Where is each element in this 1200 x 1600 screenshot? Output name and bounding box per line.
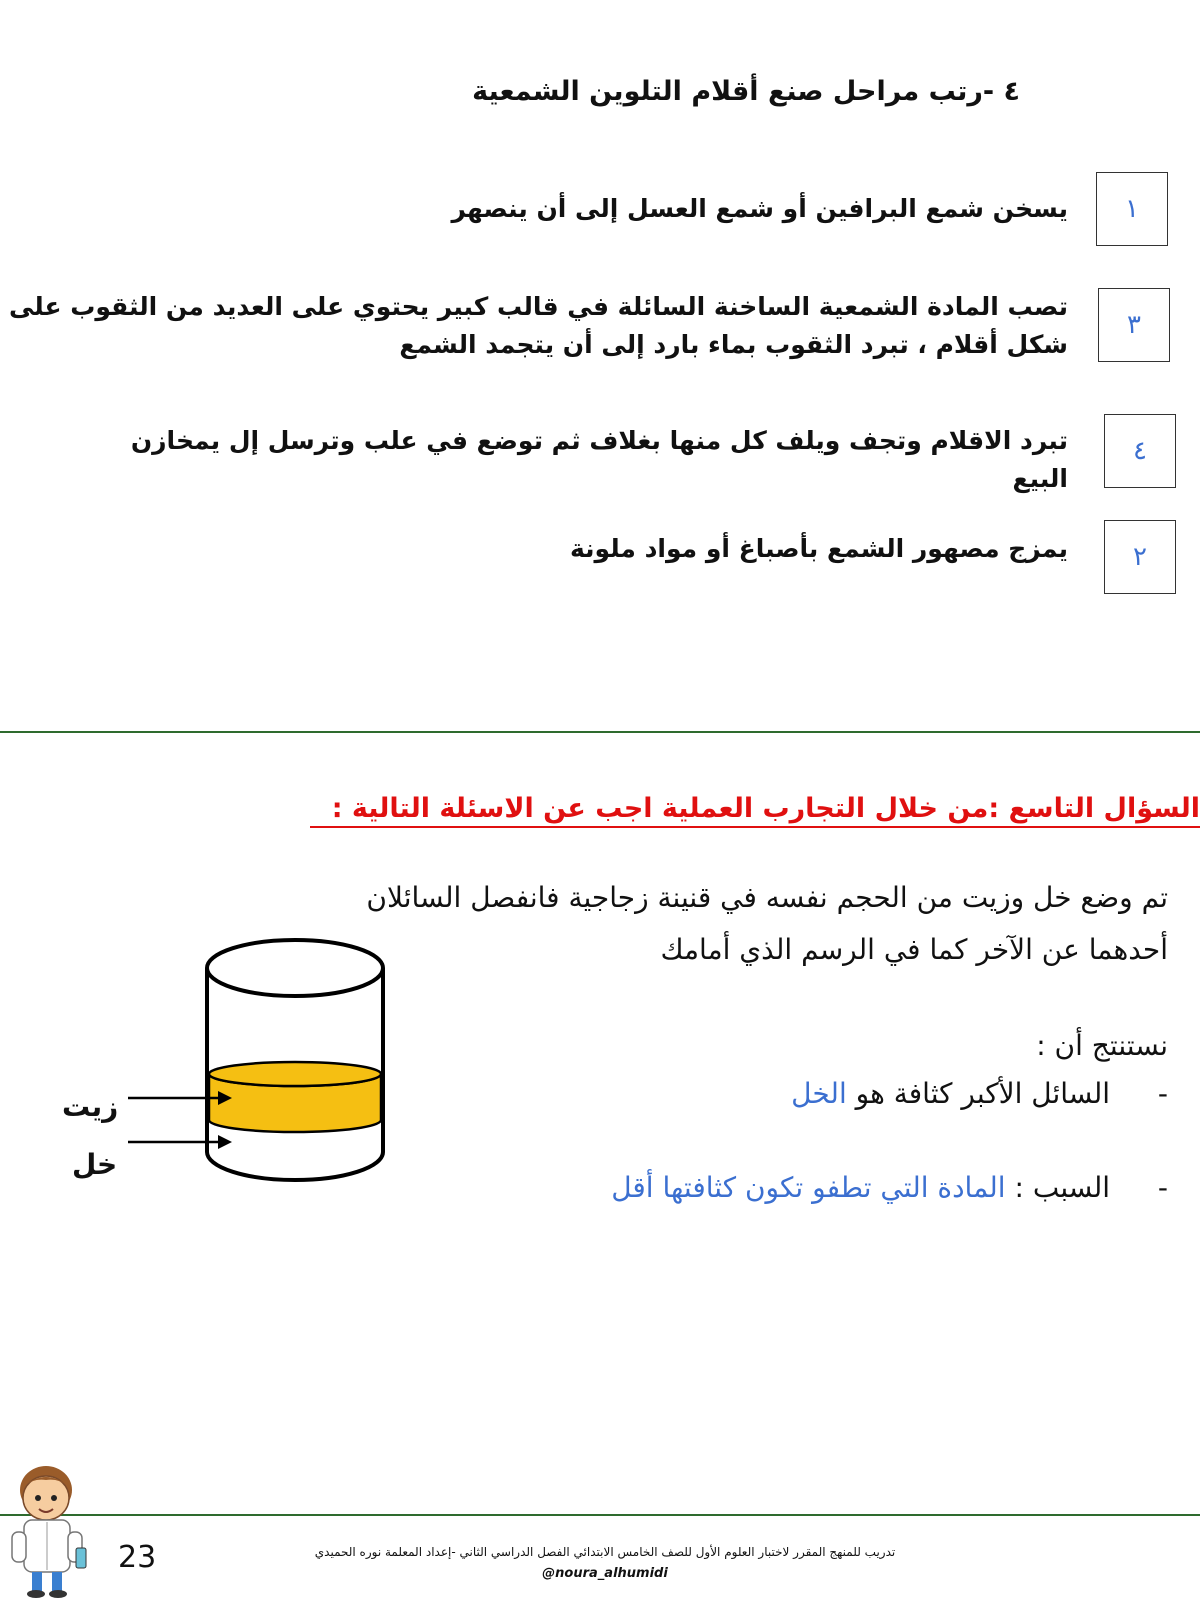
answer-density: [308, 1068, 1168, 1120]
question-4-title: ٤ -رتب مراحل صنع أقلام التلوين الشمعية: [472, 76, 1020, 107]
section-divider: [0, 731, 1200, 733]
answer-bullet: -: [1157, 1077, 1168, 1110]
answer-reason-value: المادة التي تطفو تكون كثافتها أقل: [611, 1171, 1006, 1204]
step-text: يسخن شمع البرافين أو شمع العسل إلى أن ينصهر: [451, 194, 1068, 223]
answer-reason-prefix: السبب :: [1014, 1171, 1111, 1204]
answer-reason: [308, 1162, 1168, 1214]
page-number: 23: [118, 1540, 157, 1575]
footer-handle: @noura_alhumidi: [542, 1566, 668, 1581]
oil-label: زيت: [62, 1090, 119, 1123]
footer-divider: [0, 1514, 1200, 1516]
step-text: يمزج مصهور الشمع بأصباغ أو مواد ملونة: [569, 534, 1068, 563]
vinegar-label: خل: [72, 1148, 118, 1181]
answer-bullet: -: [1157, 1171, 1168, 1204]
answer-density-prefix: السائل الأكبر كثافة هو: [855, 1077, 1111, 1110]
answer-density-value: الخل: [791, 1077, 847, 1110]
step-number-box: ٤: [1104, 414, 1176, 488]
boy-scientist-illustration: [6, 1462, 98, 1600]
question-9-intro-line-1: تم وضع خل وزيت من الحجم نفسه في قنينة زجاجية فانفصل السائلان: [366, 881, 1168, 914]
step-text: تصب المادة الشمعية الساخنة السائلة في قالب كبير يحتوي على العديد من الثقوب على شكل أقلام ، تبرد الثقوب بماء بارد إلى أن يتجمد الشمع: [8, 292, 1068, 359]
step-number-box: ١: [1096, 172, 1168, 246]
oil-surface: [209, 1062, 381, 1086]
step-number-box: ٢: [1104, 520, 1176, 594]
glass-diagram: [120, 930, 400, 1200]
step-number-box: ٣: [1098, 288, 1170, 362]
test-tube-icon: [76, 1548, 86, 1568]
step-text: تبرد الاقلام وتجف ويلف كل منها بغلاف ثم توضع في علب وترسل إل يمخازن البيع: [130, 426, 1068, 493]
conclusion-lead: نستنتج أن :: [1036, 1029, 1168, 1062]
question-9-title: السؤال التاسع :من خلال التجارب العملية اجب عن الاسئلة التالية :: [310, 793, 1200, 828]
question-9-intro-line-2: أحدهما عن الآخر كما في الرسم الذي أمامك: [660, 933, 1168, 966]
footer-credit: تدريب للمنهج المقرر لاختبار العلوم الأول للصف الخامس الابتدائي الفصل الدراسي الثاني -إعداد المعلمة نوره الحميدي: [314, 1545, 896, 1559]
glass-rim: [207, 940, 383, 996]
face: [23, 1476, 69, 1520]
